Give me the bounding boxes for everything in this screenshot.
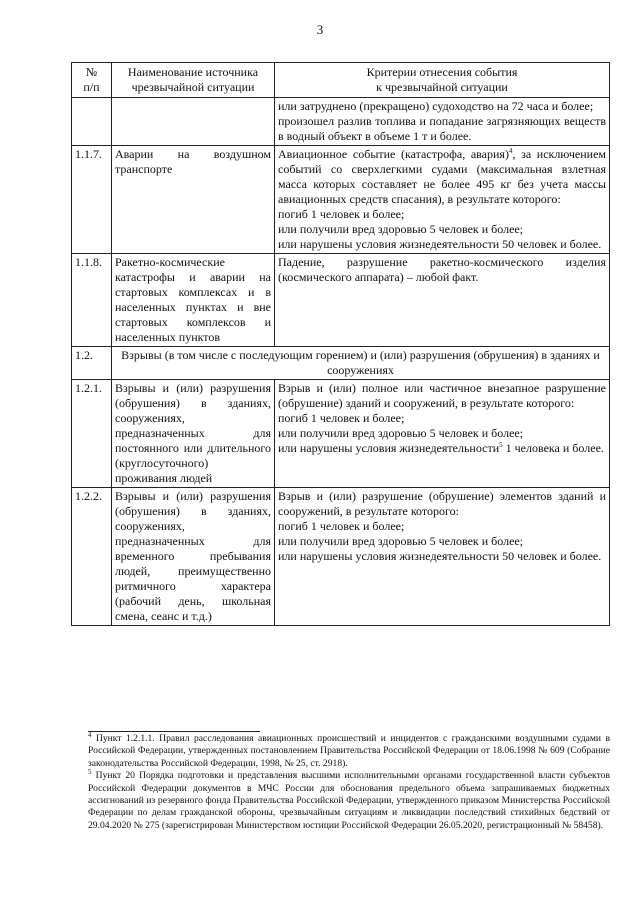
- table-section-row: [72, 347, 610, 380]
- header-source: Наименование источника чрезвычайной ситуации: [112, 63, 275, 98]
- source-cell: Взрывы и (или) разрушения (обрушения) в зданиях, сооружениях, предназначенных для постоянного или длительного (круглосуточного) проживания людей: [112, 380, 275, 488]
- row-number: 1.1.8.: [72, 254, 112, 347]
- criteria-cell: Взрыв и (или) разрушение (обрушение) элементов зданий и сооружений, в результате которого: погиб 1 человек и более; или получили вред здоровью 5 человек и более; или нарушены условия жизнедеятельности 50 человек и более.: [275, 488, 610, 626]
- header-num: № п/п: [72, 63, 112, 98]
- page-number: 3: [316, 22, 324, 37]
- section-title: Взрывы (в том числе с последующим горением) и (или) разрушения (обрушения) в зданиях и сооружениях: [112, 347, 610, 380]
- footnote: $^4$ Пункт 1.2.1.1. Правил расследования авиационных происшествий и инцидентов с гражданскими воздушными судами в Российской Федерации, утвержденных постановлением Правительства Российской Федерации от 18.06.1998 № 609 (Собрание законодательства Российской Федерации, 1998, № 25, ст. 2918).: [88, 730, 611, 769]
- header-criteria: Критерии отнесения события к чрезвычайной ситуации: [275, 63, 610, 98]
- criteria-cell: или затруднено (прекращено) судоходство на 72 часа и более; произошел разлив топлива и попадание загрязняющих веществ в водный объект в объеме 1 т и более.: [275, 98, 610, 146]
- row-number: 1.2.1.: [72, 380, 112, 488]
- criteria-cell: Взрыв и (или) полное или частичное внезапное разрушение (обрушение) зданий и сооружений, в результате которого: погиб 1 человек и более; или получили вред здоровью 5 человек и более; или нарушены условия жизнедеятельности$^5$ 1 человека и более.: [275, 380, 610, 488]
- criteria-cell: Авиационное событие (катастрофа, авария)$^4$, за исключением событий со сверхлегкими судами (максимальная взлетная масса которых составляет не более 495 кг без учета массы авиационных средств спасания), в результате которого: погиб 1 человек и более; или получили вред здоровью 5 человек и более; или нарушены условия жизнедеятельности 50 человек и более.: [275, 146, 610, 254]
- table-row: [72, 380, 610, 488]
- table-row: [72, 488, 610, 626]
- row-number: 1.2.2.: [72, 488, 112, 626]
- footnote-ref: 4: [508, 147, 513, 155]
- footnote: $^5$ Пункт 20 Порядка подготовки и представления высшими исполнительными органами государственной власти субъектов Российской Федерации документов в МЧС России для обоснования предельного объема запрашиваемых бюджетных ассигнований из резервного фонда Правительства Российской Федерации, утвержденного приказом Министерства Российской Федерации по делам гражданской обороны, чрезвычайным ситуациям и ликвидации последствий стихийных бедствий от 29.04.2020 № 275 (зарегистрирован Министерством юстиции Российской Федерации 26.05.2020, регистрационный № 58458).: [88, 768, 610, 831]
- footnote-ref: 5: [499, 441, 503, 449]
- source-cell: Ракетно-космические катастрофы и аварии на стартовых комплексах и в населенных пунктах и вне стартовых комплексов и населенных пунктов: [112, 254, 275, 347]
- footnotes: [88, 730, 611, 832]
- emergency-criteria-table: [71, 62, 610, 626]
- table-row: [72, 254, 610, 347]
- row-number: 1.2.: [72, 347, 112, 380]
- footnote-divider: [88, 731, 260, 732]
- table-row: [72, 146, 610, 254]
- row-number: 1.1.7.: [72, 146, 112, 254]
- table-row-continuation: [72, 98, 610, 146]
- source-cell: Аварии на воздушном транспорте: [112, 146, 275, 254]
- table-header-row: [72, 63, 610, 98]
- source-cell: Взрывы и (или) разрушения (обрушения) в зданиях, сооружениях, предназначенных для временного пребывания людей, преимущественно ритмичного характера (рабочий день, школьная смена, сеанс и т.д.): [112, 488, 275, 626]
- criteria-cell: Падение, разрушение ракетно-космического изделия (космического аппарата) – любой факт.: [275, 254, 610, 347]
